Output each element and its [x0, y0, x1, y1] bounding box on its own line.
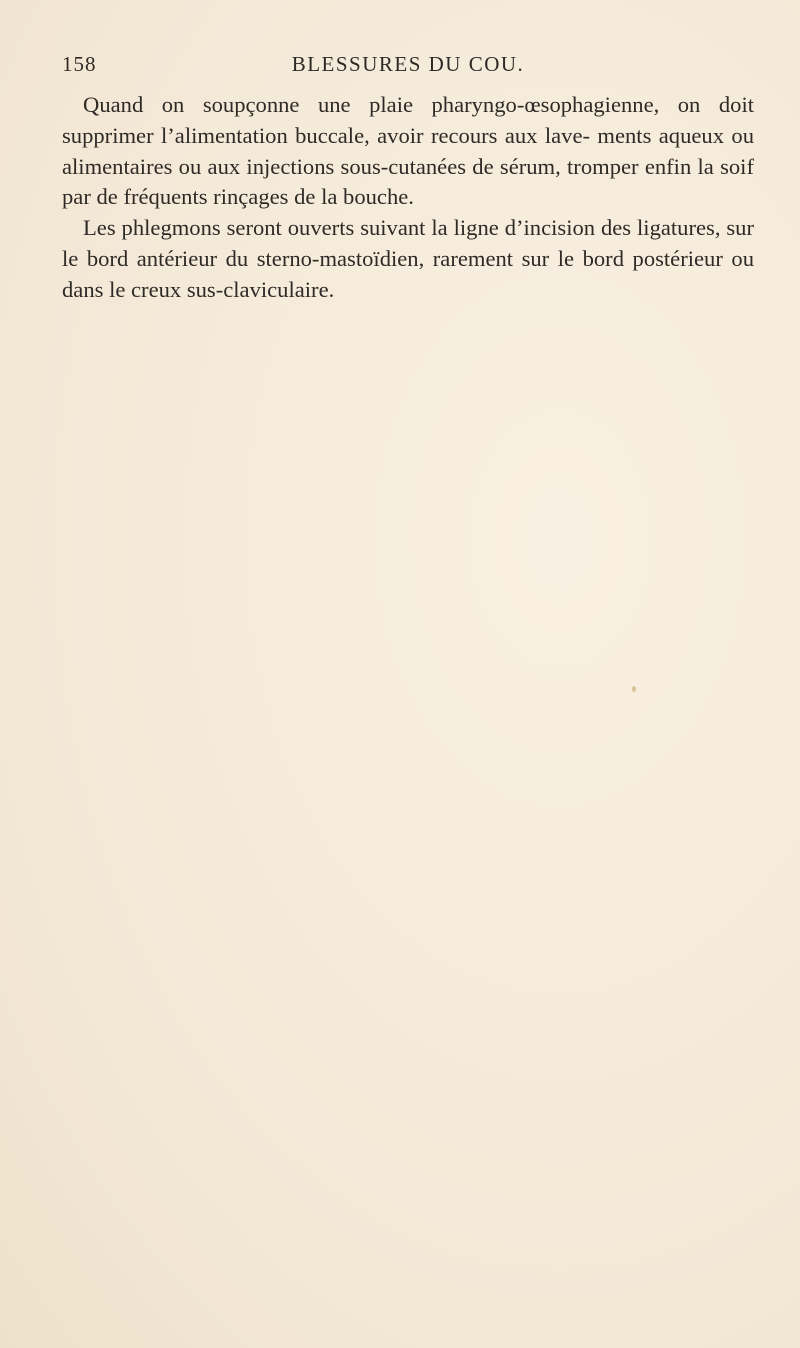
running-title: BLESSURES DU COU.	[291, 52, 525, 76]
paper-speck	[632, 686, 636, 692]
body-text	[62, 90, 754, 306]
page-number: 158	[62, 52, 97, 76]
paragraph-phlegmons: Les phlegmons seront ouverts suivant la ligne d’incision des ligatures, sur le bord antérieur du sterno-mastoïdien, rarement sur le bord postérieur ou dans le creux sus-claviculaire.	[62, 215, 754, 302]
running-head	[62, 52, 754, 82]
paragraph-feeding: Quand on soupçonne une plaie pharyngo-œsophagienne, on doit supprimer l’alimentation buccale, avoir recours aux lave- ments aqueux ou alimentaires ou aux injections sous-cutanées de sérum, tromper enfin la soif par de fréquents rinçages de la bouche.	[62, 92, 754, 210]
